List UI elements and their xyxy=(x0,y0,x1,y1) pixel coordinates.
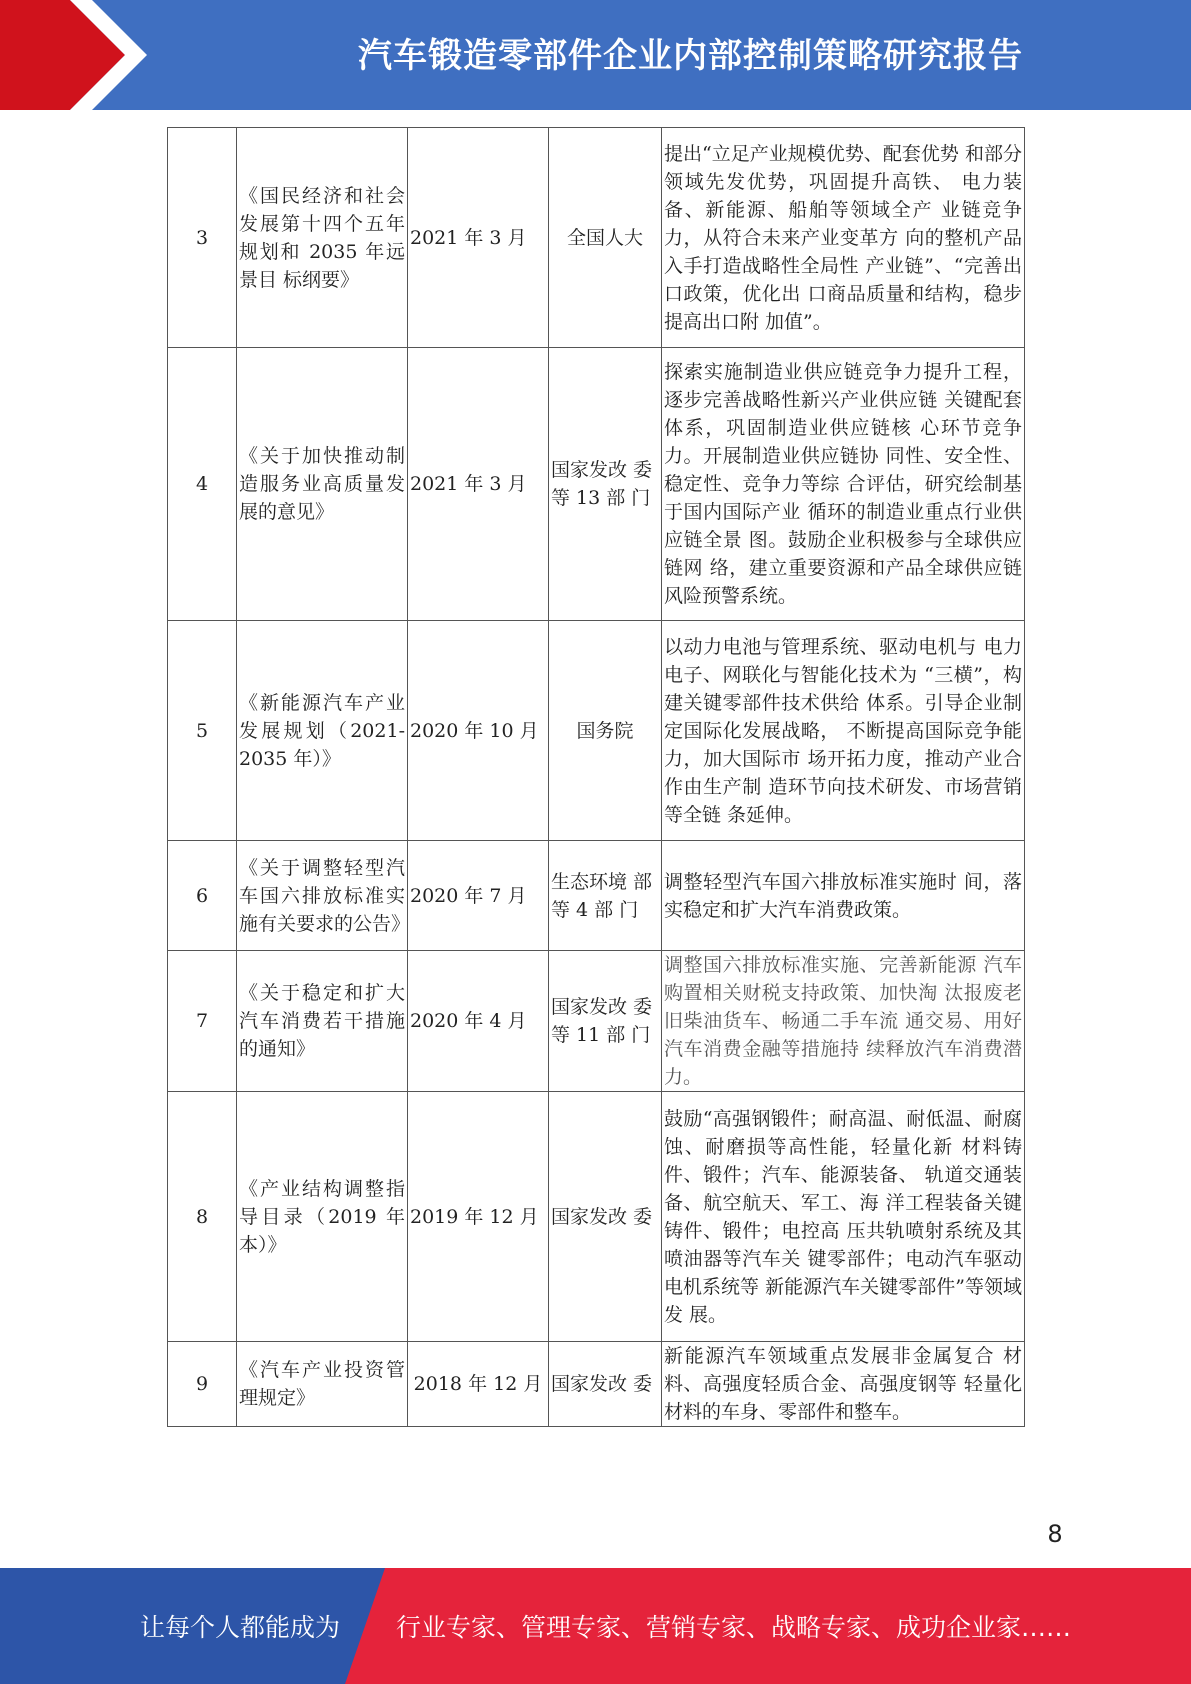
issue-date: 2018 年 12 月 xyxy=(408,1342,549,1427)
table-row xyxy=(168,128,1025,348)
policy-table-wrapper xyxy=(167,127,1025,1427)
issuing-body: 国家发改 委 xyxy=(549,1342,662,1427)
report-title: 汽车锻造零部件企业内部控制策略研究报告 xyxy=(358,36,1023,76)
footer-slogan-right: 行业专家、管理专家、营销专家、战略专家、成功企业家…… xyxy=(396,1613,1072,1642)
issue-date: 2021 年 3 月 xyxy=(408,348,549,621)
row-number: 8 xyxy=(168,1092,237,1342)
table-row xyxy=(168,621,1025,841)
issuing-body: 国家发改 委 xyxy=(549,1092,662,1342)
policy-document: 《关于调整轻型汽车国六排放标准实施有关要求的公告》 xyxy=(237,841,408,951)
issue-date: 2021 年 3 月 xyxy=(408,128,549,348)
policy-content: 探索实施制造业供应链竞争力提升工程，逐步完善战略性新兴产业供应链 关键配套体系，巩固制造业供应链核 心环节竞争力。开展制造业供应链协 同性、安全性、稳定性、竞争力等综 合评估，研究绘制基于国内国际产业 循环的制造业重点行业供应链全景 图。鼓励企业积极参与全球供应链网 络，建立重要资源和产品全球供应链 风险预警系统。 xyxy=(662,348,1025,621)
issue-date: 2020 年 7 月 xyxy=(408,841,549,951)
policy-document: 《新能源汽车产业发展规划（2021-2035 年）》 xyxy=(237,621,408,841)
page-number: 8 xyxy=(1047,1520,1063,1548)
row-number: 7 xyxy=(168,951,237,1092)
policy-content: 调整国六排放标准实施、完善新能源 汽车购置相关财税支持政策、加快淘 汰报废老旧柴油货车、畅通二手车流 通交易、用好汽车消费金融等措施持 续释放汽车消费潜力。 xyxy=(662,951,1025,1092)
policy-content: 以动力电池与管理系统、驱动电机与 电力电子、网联化与智能化技术为 “三横”，构建关键零部件技术供给 体系。引导企业制定国际化发展战略， 不断提高国际竞争能力，加大国际市 场开拓力度，推动产业合作由生产制 造环节向技术研发、市场营销等全链 条延伸。 xyxy=(662,621,1025,841)
policy-document: 《汽车产业投资管理规定》 xyxy=(237,1342,408,1427)
issue-date: 2020 年 10 月 xyxy=(408,621,549,841)
issuing-body: 国务院 xyxy=(549,621,662,841)
policy-document: 《关于加快推动制造服务业高质量发展的意见》 xyxy=(237,348,408,621)
policy-table xyxy=(167,127,1025,1427)
policy-document: 《国民经济和社会发展第十四个五年规划和 2035 年远景目 标纲要》 xyxy=(237,128,408,348)
table-row xyxy=(168,1092,1025,1342)
issue-date: 2019 年 12 月 xyxy=(408,1092,549,1342)
policy-content: 提出“立足产业规模优势、配套优势 和部分领域先发优势，巩固提升高铁、 电力装备、新能源、船舶等领域全产 业链竞争力，从符合未来产业变革方 向的整机产品入手打造战略性全局性 产业链”、“完善出口政策，优化出 口商品质量和结构，稳步提高出口附 加值”。 xyxy=(662,128,1025,348)
row-number: 5 xyxy=(168,621,237,841)
footer-slogan-left: 让每个人都能成为 xyxy=(140,1613,341,1642)
issue-date: 2020 年 4 月 xyxy=(408,951,549,1092)
policy-document: 《关于稳定和扩大汽车消费若干措施的通知》 xyxy=(237,951,408,1092)
issuing-body: 国家发改 委等 11 部 门 xyxy=(549,951,662,1092)
row-number: 3 xyxy=(168,128,237,348)
page-footer xyxy=(0,1568,1191,1684)
policy-content: 调整轻型汽车国六排放标准实施时 间，落实稳定和扩大汽车消费政策。 xyxy=(662,841,1025,951)
row-number: 9 xyxy=(168,1342,237,1427)
table-row xyxy=(168,951,1025,1092)
table-row xyxy=(168,1342,1025,1427)
policy-content: 鼓励“高强钢锻件；耐高温、耐低温、耐腐蚀、耐磨损等高性能，轻量化新 材料铸件、锻件；汽车、能源装备、 轨道交通装备、航空航天、军工、海 洋工程装备关键铸件、锻件；电控高 压共轨喷射系统及其喷油器等汽车关 键零部件；电动汽车驱动电机系统等 新能源汽车关键零部件”等领域发 展。 xyxy=(662,1092,1025,1342)
policy-document: 《产业结构调整指导目录（2019 年本）》 xyxy=(237,1092,408,1342)
issuing-body: 国家发改 委等 13 部 门 xyxy=(549,348,662,621)
page-header xyxy=(0,0,1191,110)
table-row xyxy=(168,841,1025,951)
issuing-body: 生态环境 部等 4 部 门 xyxy=(549,841,662,951)
row-number: 4 xyxy=(168,348,237,621)
row-number: 6 xyxy=(168,841,237,951)
policy-content: 新能源汽车领域重点发展非金属复合 材料、高强度轻质合金、高强度钢等 轻量化材料的车身、零部件和整车。 xyxy=(662,1342,1025,1427)
issuing-body: 全国人大 xyxy=(549,128,662,348)
table-row xyxy=(168,348,1025,621)
